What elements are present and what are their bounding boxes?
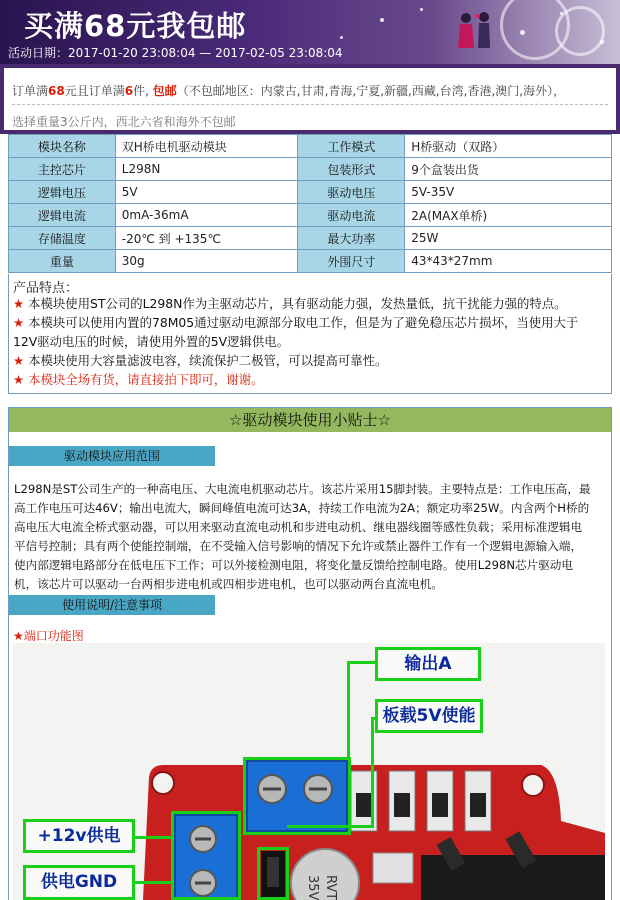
spec-key: 外围尺寸 (298, 250, 405, 273)
table-row (9, 181, 612, 204)
notice-text: 件, (133, 84, 149, 98)
spec-key: 重量 (9, 250, 116, 273)
spec-key: 主控芯片 (9, 158, 116, 181)
feature-text: 本模块全场有货，请直接拍下即可，谢谢。 (28, 372, 264, 387)
label-output-a: 输出A (375, 647, 481, 681)
tips-title: ☆驱动模块使用小贴士☆ (9, 408, 611, 432)
feature-item (13, 313, 609, 332)
label-gnd: 供电GND (23, 865, 135, 900)
features-heading: 产品特点： (13, 281, 79, 296)
notice-text: 订单满 (12, 84, 49, 98)
spec-value: 5V-35V (405, 181, 612, 204)
spec-key: 最大功率 (298, 227, 405, 250)
scope-paragraph (14, 480, 610, 594)
spec-value: 0mA-36mA (115, 204, 298, 227)
label-12v-supply: +12v供电 (23, 819, 135, 853)
leader-line (347, 661, 377, 664)
snow-dot (380, 18, 384, 22)
spec-key: 驱动电压 (298, 181, 405, 204)
cap-text: 35V (305, 875, 320, 900)
star-icon: ★ (13, 315, 25, 330)
spec-value: 2A(MAX单桥) (405, 204, 612, 227)
table-row (9, 250, 612, 273)
para-line: 机，该芯片可以驱动一台两相步进电机或四相步进电机，也可以驱动两台直流电机。 (14, 577, 443, 591)
leader-line (347, 661, 350, 759)
snow-dot (420, 8, 423, 11)
para-line: 高工作电压可达46V；输出电流大，瞬间峰值电流可达3A，持续工作电流为2A；额定功率25W。内含两个H桥的 (14, 501, 590, 515)
spec-value: 9个盒装出货 (405, 158, 612, 181)
feature-item (13, 351, 609, 370)
cap-text: RVT (323, 875, 338, 900)
label-5v-enable: 板载5V使能 (375, 699, 483, 733)
leader-line (133, 836, 173, 839)
spec-value: L298N (115, 158, 298, 181)
para-line: 平信号控制；具有两个使能控制端，在不受输入信号影响的情况下允许或禁止器件工作有一个逻辑电源输入端， (14, 539, 583, 553)
module-photo (13, 643, 605, 900)
weight-note: 选择重量3公斤内，西北六省和海外不包邮 (12, 115, 236, 129)
section-header-scope: 驱动模块应用范围 (9, 446, 215, 466)
snow-dot (340, 36, 343, 39)
spec-value: 30g (115, 250, 298, 273)
spec-key: 逻辑电流 (9, 204, 116, 227)
port-diagram-title: ★端口功能图 (13, 629, 84, 643)
leader-line (133, 881, 173, 884)
excluded-regions: （不包邮地区：内蒙古,甘肃,青海,宁夏,新疆,西藏,台湾,香港,澳门,海外）， (176, 84, 566, 98)
product-features (8, 274, 612, 394)
feature-item (13, 294, 609, 313)
star-icon: ★ (13, 372, 25, 387)
spec-value: 5V (115, 181, 298, 204)
spec-key: 存储温度 (9, 227, 116, 250)
table-row (9, 135, 612, 158)
free-shipping-label: 包邮 (152, 84, 177, 98)
leader-line (371, 717, 374, 827)
banner-date (8, 44, 343, 61)
para-line: 使内部逻辑电路部分在低电压下工作；可以外接检测电阻，将变化量反馈给控制电路。使用L298N芯片驱动电 (14, 558, 573, 572)
decor-swirl (555, 6, 605, 56)
shipping-rule (12, 82, 565, 99)
table-row (9, 227, 612, 250)
feature-text: 本模块使用ST公司的L298N作为主驱动芯片，具有驱动能力强，发热量低，抗干扰能力强的特点。 (28, 296, 567, 311)
highlight-5v-enable (257, 847, 289, 900)
date-range: 2017-01-20 23:08:04 — 2017-02-05 23:08:04 (68, 46, 343, 60)
spec-key: 工作模式 (298, 135, 405, 158)
highlight-power-terminal (171, 811, 241, 900)
spec-value: 双H桥电机驱动模块 (115, 135, 298, 158)
para-line: L298N是ST公司生产的一种高电压、大电流电机驱动芯片。该芯片采用15脚封装。主要特点是：工作电压高，最 (14, 482, 591, 496)
spec-table (8, 134, 612, 273)
star-icon: ★ (13, 296, 25, 311)
table-row (9, 158, 612, 181)
spec-key: 驱动电流 (298, 204, 405, 227)
spec-value: 25W (405, 227, 612, 250)
para-line: 高电压大电流全桥式驱动器，可以用来驱动直流电动机和步进电动机、继电器线圈等感性负载；采用标准逻辑电 (14, 520, 583, 534)
shipping-notice (0, 64, 620, 134)
spec-value: H桥驱动（双路） (405, 135, 612, 158)
divider (12, 104, 608, 105)
notice-text: 元且订单满 (64, 84, 125, 98)
feature-item-stock (13, 370, 609, 389)
feature-item-cont: 12V驱动电压的时候，请使用外置的5V逻辑供电。 (13, 334, 290, 349)
spec-key: 包装形式 (298, 158, 405, 181)
couple-illustration (444, 10, 504, 52)
spec-value: 43*43*27mm (405, 250, 612, 273)
banner-title: 买满68元我包邮 (24, 9, 247, 43)
spec-key: 模块名称 (9, 135, 116, 158)
feature-text: 本模块使用大容量滤波电容，续流保护二极管，可以提高可靠性。 (28, 353, 388, 368)
spec-key: 逻辑电压 (9, 181, 116, 204)
notice-amount: 68 (48, 84, 65, 98)
highlight-output-a (243, 757, 351, 835)
section-header-notes: 使用说明/注意事项 (9, 595, 215, 615)
star-icon: ★ (13, 353, 25, 368)
feature-text: 本模块可以使用内置的78M05通过驱动电源部分取电工作，但是为了避免稳压芯片损坏，当使用大于 (28, 315, 579, 330)
leader-line (287, 825, 374, 828)
notice-count: 6 (124, 84, 134, 98)
table-row (9, 204, 612, 227)
date-label: 活动日期： (8, 46, 69, 60)
spec-value: -20℃ 到 +135℃ (115, 227, 298, 250)
promo-banner (0, 0, 620, 64)
